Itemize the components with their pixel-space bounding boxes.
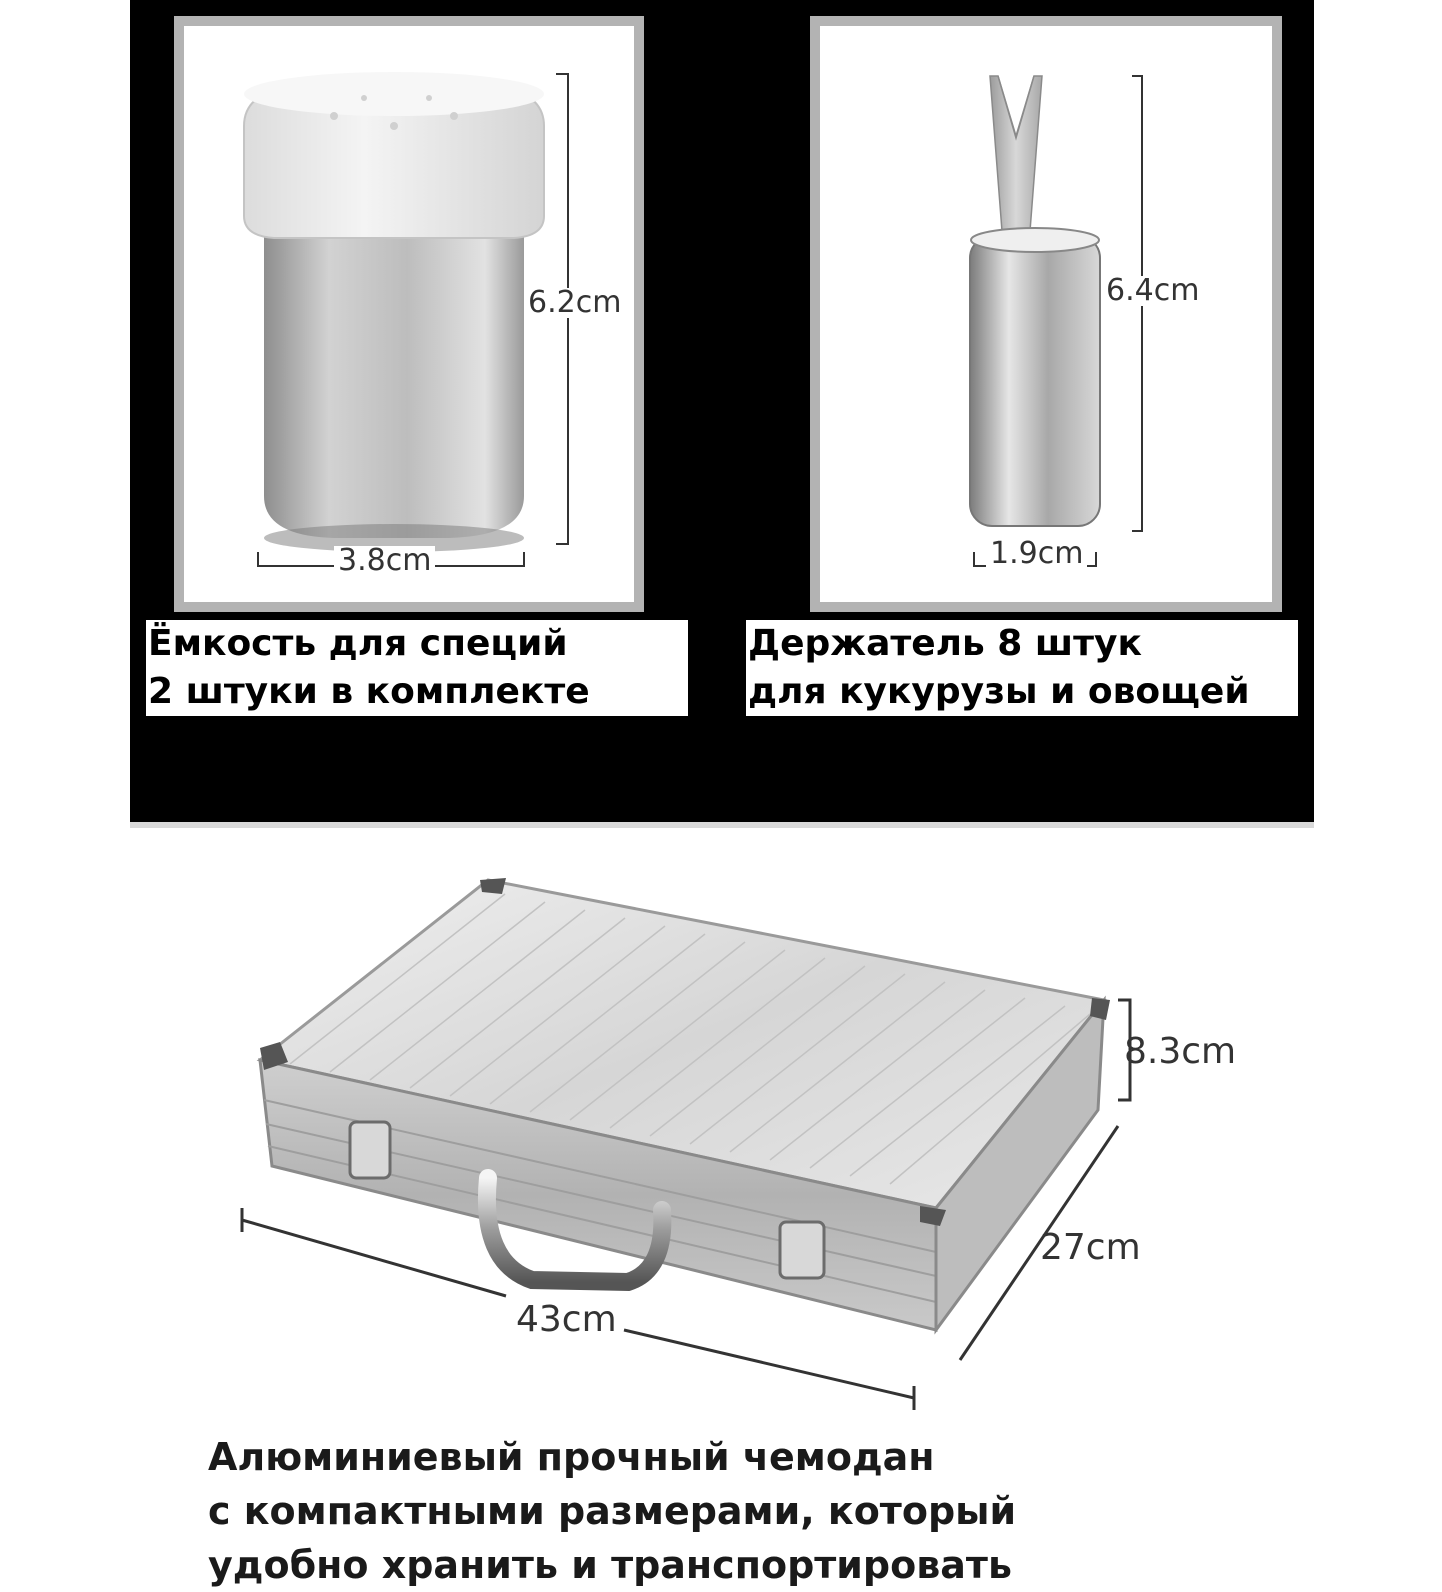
spice-caption-line1: Ёмкость для специй (148, 623, 568, 664)
spice-height-label: 6.2cm (528, 285, 622, 320)
holder-caption-line2: для кукурузы и овощей (748, 671, 1250, 712)
corn-holder-caption (746, 620, 1298, 716)
corn-holder-frame (810, 16, 1282, 612)
spice-caption-line2: 2 штуки в комплекте (148, 671, 590, 712)
aluminium-case-image (230, 870, 1270, 1430)
holder-height-label: 6.4cm (1106, 273, 1200, 308)
case-height-label: 8.3cm (1124, 1031, 1237, 1072)
holder-caption-line1: Держатель 8 штук (748, 623, 1142, 664)
case-caption (208, 1430, 1328, 1592)
case-caption-line1: Алюминиевый прочный чемодан (208, 1435, 935, 1479)
spice-width-label: 3.8cm (334, 546, 435, 576)
case-caption-line2: с компактными размерами, который (208, 1489, 1017, 1533)
holder-width-label: 1.9cm (986, 539, 1087, 569)
case-depth-label: 27cm (1040, 1227, 1141, 1268)
case-length-label: 43cm (516, 1299, 617, 1340)
corn-holder-image (820, 26, 1272, 602)
section-divider (130, 822, 1314, 828)
case-caption-line3: удобно хранить и транспортировать (208, 1543, 1012, 1587)
spice-container-caption (146, 620, 688, 716)
